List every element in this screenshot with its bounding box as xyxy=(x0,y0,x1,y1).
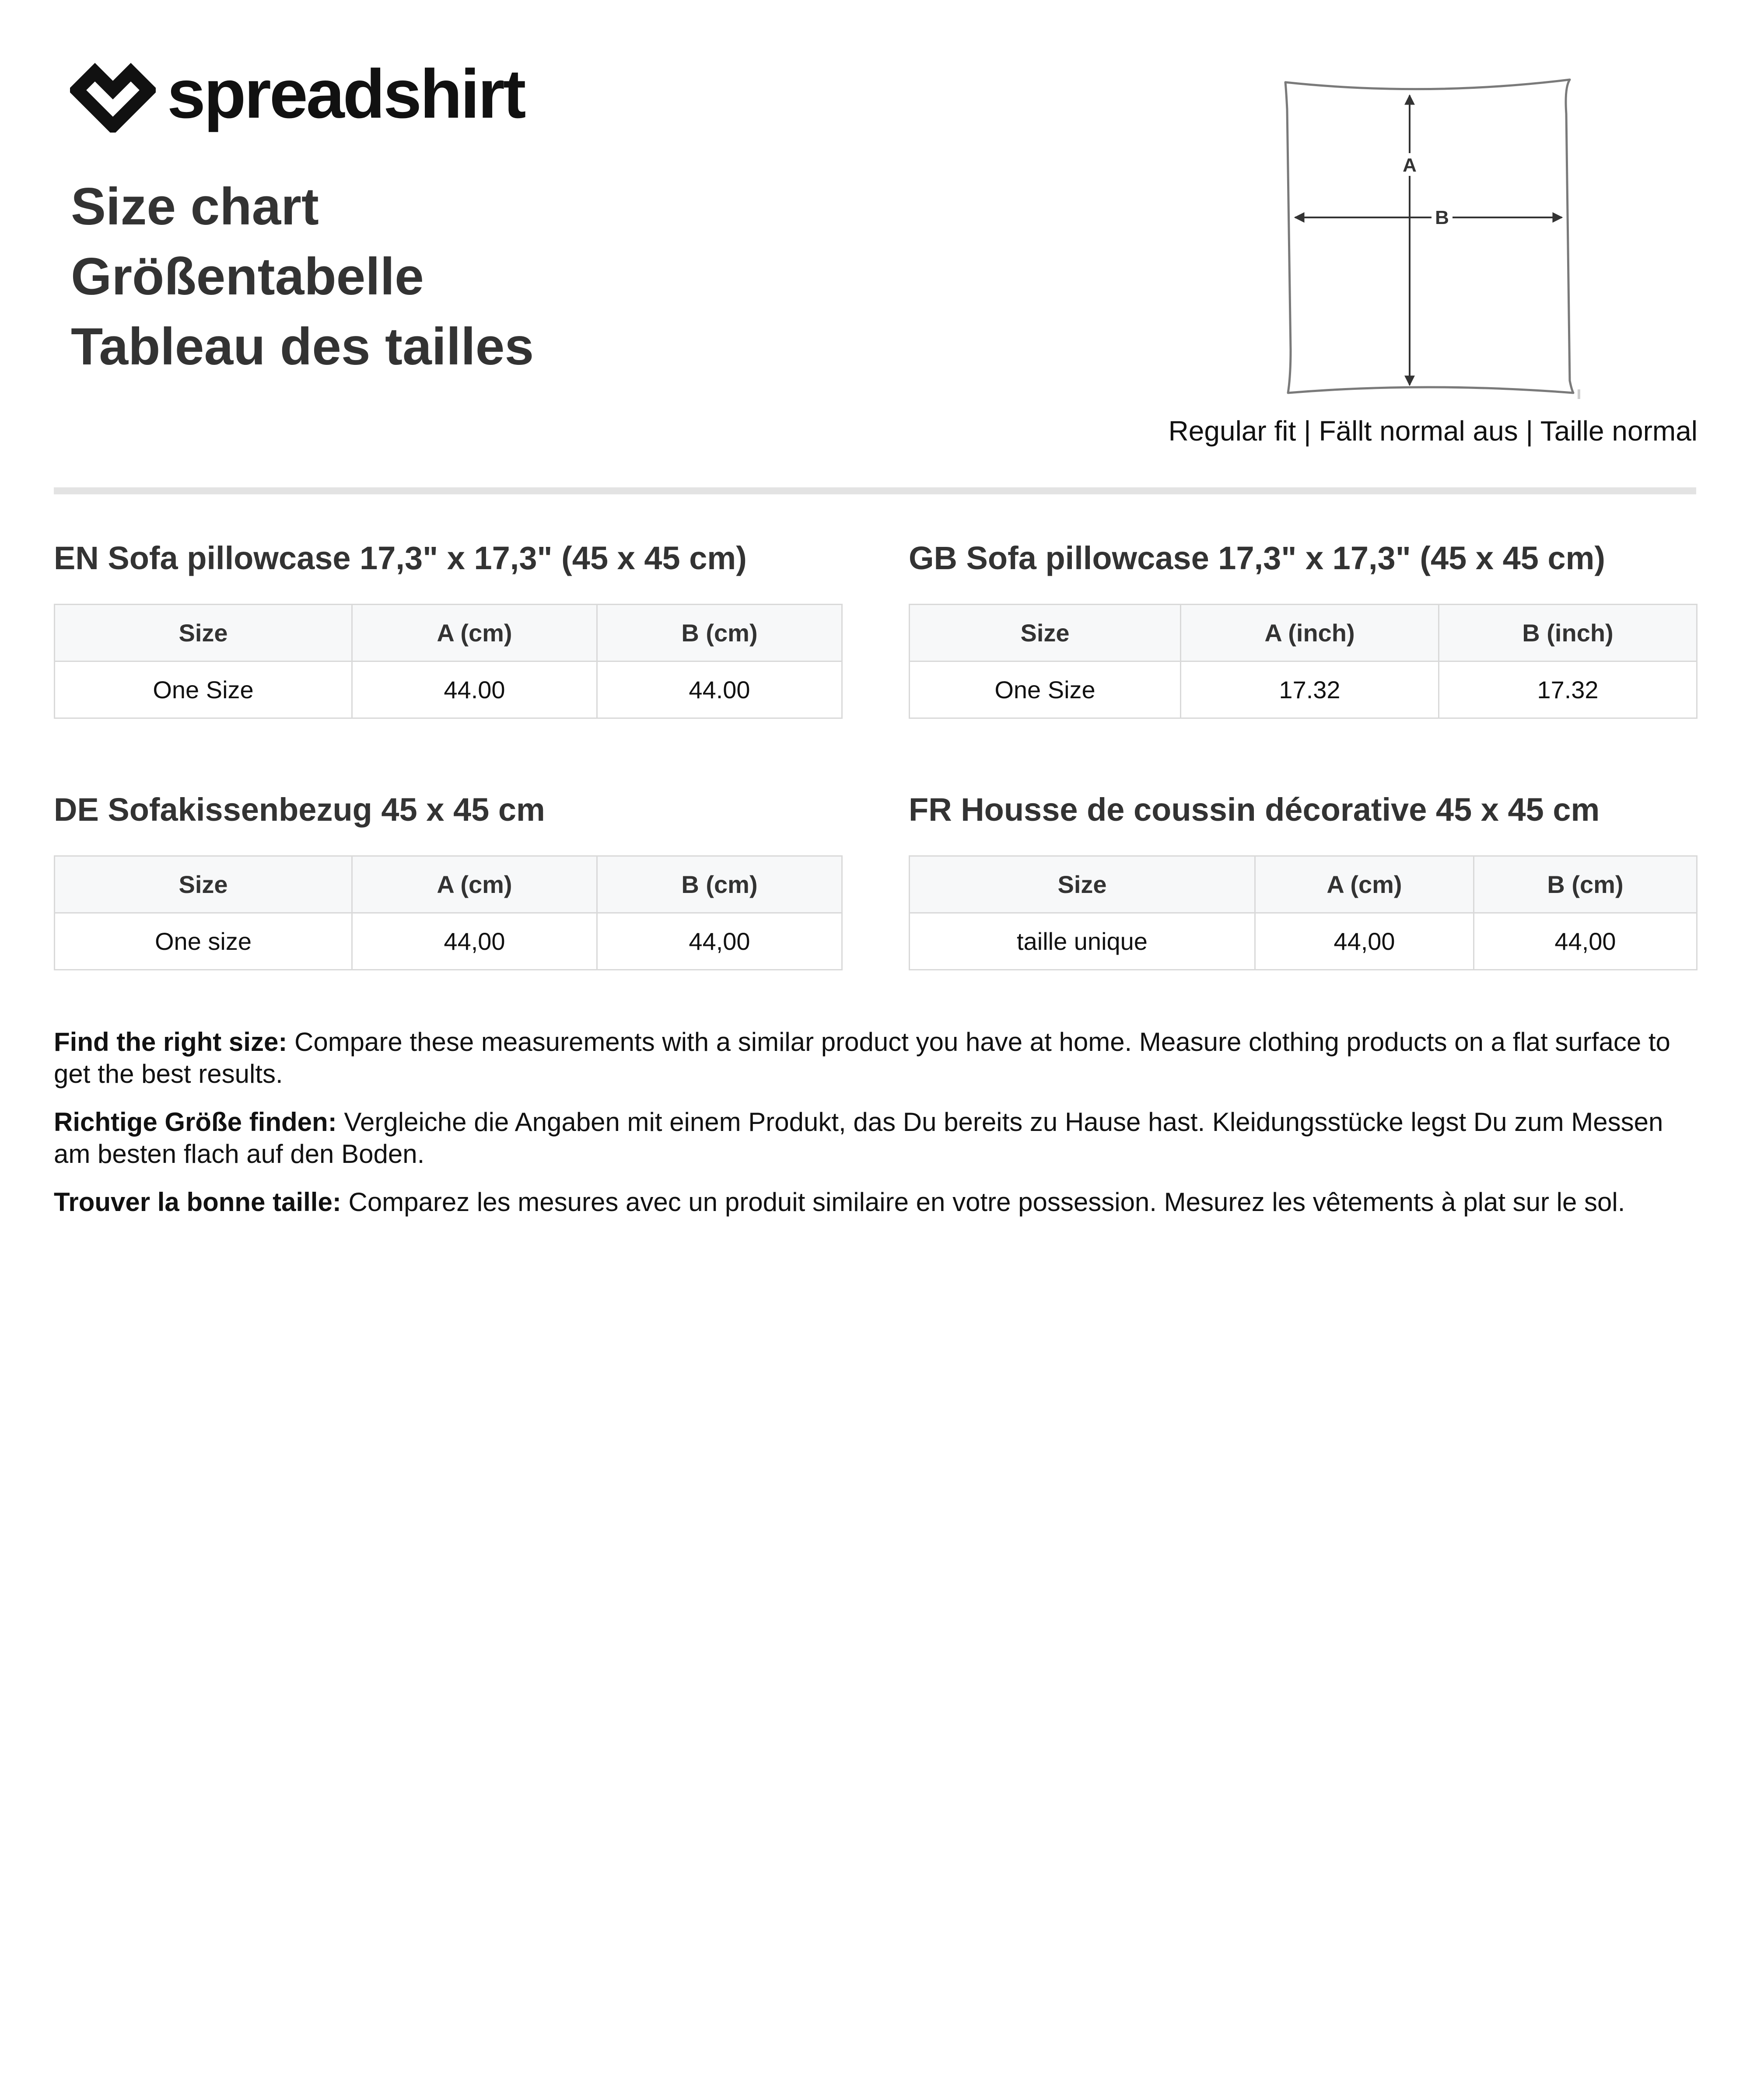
size-notes xyxy=(54,1026,1699,1234)
table-row xyxy=(910,913,1697,970)
size-section-en xyxy=(54,535,841,719)
table-cell: 17.32 xyxy=(1439,662,1697,718)
note-text: Comparez les mesures avec un produit similaire en votre possession. Mesurez les vêtements à plat sur le sol. xyxy=(341,1187,1625,1217)
table-header-row xyxy=(910,605,1697,662)
column-header: Size xyxy=(55,856,352,913)
dimension-b-label: B xyxy=(1435,207,1449,228)
column-header: Size xyxy=(910,856,1255,913)
table-cell: 44.00 xyxy=(352,662,597,718)
table-cell: One Size xyxy=(55,662,352,718)
size-table xyxy=(54,604,843,719)
column-header: A (cm) xyxy=(352,605,597,662)
table-cell: 44,00 xyxy=(597,913,842,970)
table-cell: 44,00 xyxy=(352,913,597,970)
size-section-gb xyxy=(909,535,1696,719)
column-header: B (cm) xyxy=(597,605,842,662)
note-de xyxy=(54,1106,1699,1170)
pillow-outline xyxy=(1285,80,1573,393)
table-row xyxy=(910,662,1697,718)
column-header: Size xyxy=(910,605,1181,662)
note-text: Compare these measurements with a similar product you have at home. Measure clothing products on a flat surface to get the best results. xyxy=(54,1027,1670,1088)
note-label: Trouver la bonne taille: xyxy=(54,1187,341,1217)
size-table xyxy=(909,855,1698,970)
note-label: Find the right size: xyxy=(54,1027,287,1057)
table-cell: One Size xyxy=(910,662,1181,718)
size-section-fr xyxy=(909,786,1696,970)
section-title: DE Sofakissenbezug 45 x 45 cm xyxy=(54,791,545,828)
page-title-fr: Tableau des tailles xyxy=(71,317,534,376)
table-cell: taille unique xyxy=(910,913,1255,970)
column-header: A (cm) xyxy=(1255,856,1474,913)
table-header-row xyxy=(910,856,1697,913)
table-cell: 44,00 xyxy=(1474,913,1697,970)
page-title-en: Size chart xyxy=(71,177,319,236)
note-label: Richtige Größe finden: xyxy=(54,1107,337,1137)
table-cell: 17.32 xyxy=(1181,662,1439,718)
column-header: Size xyxy=(55,605,352,662)
heart-diamond-logo-icon xyxy=(70,60,156,133)
brand-logo xyxy=(70,55,525,133)
table-header-row xyxy=(55,605,842,662)
table-cell: 44.00 xyxy=(597,662,842,718)
table-cell: One size xyxy=(55,913,352,970)
fit-description: Regular fit | Fällt normal aus | Taille normal xyxy=(1168,415,1698,447)
dimension-a-label: A xyxy=(1403,154,1417,176)
table-row xyxy=(55,913,842,970)
table-cell: 44,00 xyxy=(1255,913,1474,970)
note-fr xyxy=(54,1186,1699,1218)
section-title: EN Sofa pillowcase 17,3" x 17,3" (45 x 45 cm) xyxy=(54,540,747,576)
section-title: FR Housse de coussin décorative 45 x 45 cm xyxy=(909,791,1600,828)
page-titles xyxy=(71,172,534,382)
size-section-de xyxy=(54,786,841,970)
column-header: B (cm) xyxy=(597,856,842,913)
section-title: GB Sofa pillowcase 17,3" x 17,3" (45 x 45 cm) xyxy=(909,540,1606,576)
note-en xyxy=(54,1026,1699,1090)
size-table xyxy=(909,604,1698,719)
zipper-tab-icon xyxy=(1578,389,1580,399)
note-text: Vergleiche die Angaben mit einem Produkt, das Du bereits zu Hause hast. Kleidungsstücke legst Du zum Messen am besten flach auf den Boden. xyxy=(54,1107,1663,1169)
table-header-row xyxy=(55,856,842,913)
brand-name: spreadshirt xyxy=(167,55,525,133)
column-header: A (cm) xyxy=(352,856,597,913)
size-table xyxy=(54,855,843,970)
divider xyxy=(54,487,1696,494)
table-row xyxy=(55,662,842,718)
column-header: B (inch) xyxy=(1439,605,1697,662)
pillow-measurement-diagram xyxy=(1260,70,1601,416)
page-title-de: Größentabelle xyxy=(71,247,424,306)
column-header: A (inch) xyxy=(1181,605,1439,662)
column-header: B (cm) xyxy=(1474,856,1697,913)
